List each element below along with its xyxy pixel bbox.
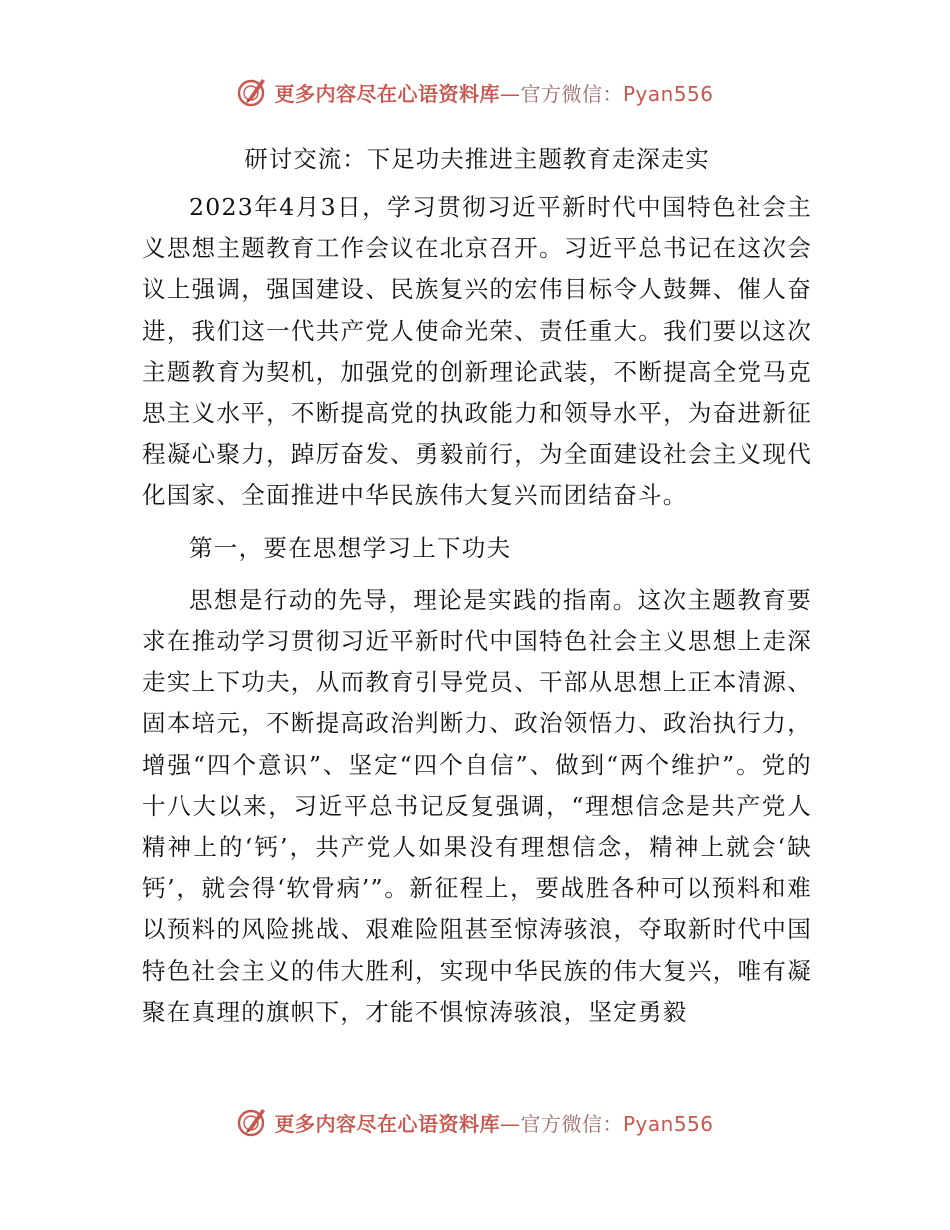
footer-banner: [0, 1102, 950, 1142]
section-heading-1: 第一，要在思想学习上下功夫: [189, 533, 512, 562]
paragraph-section-1: 思想是行动的先导，理论是实践的指南。这次主题教育要求在推动学习贯彻习近平新时代中国特色社会主义思想上走深走实上下功夫，从而教育引导党员、干部从思想上正本清源、固本培元，不断提高政治判断力、政治领悟力、政治执行力，增强“四个意识”、坚定“四个自信”、做到“两个维护”。党的十八大以来，习近平总书记反复强调，“理想信念是共产党人精神上的‘钙’，共产党人如果没有理想信念，精神上就会‘缺钙’，就会得‘软骨病’”。新征程上，要战胜各种可以预料和难以预料的风险挑战、艰难险阻甚至惊涛骇浪，夺取新时代中国特色社会主义的伟大胜利，实现中华民族的伟大复兴，唯有凝聚在真理的旗帜下，才能不惧惊涛骇浪，坚定勇毅: [142, 585, 812, 1026]
document-body: [142, 138, 812, 1044]
banner-wechat-id: Pyan556: [622, 1111, 714, 1136]
paragraph-intro: 2023年4月3日，学习贯彻习近平新时代中国特色社会主义思想主题教育工作会议在北京召开。习近平总书记在这次会议上强调，强国建设、民族复兴的宏伟目标令人鼓舞、催人奋进，我们这一代共产党人使命光荣、责任重大。我们要以这次主题教育为契机，加强党的创新理论武装，不断提高全党马克思主义水平，不断提高党的执政能力和领导水平，为奋进新征程凝心聚力，踔厉奋发、勇毅前行，为全面建设社会主义现代化国家、全面推进中华民族伟大复兴而团结奋斗。: [142, 193, 812, 510]
banner-slogan: 更多内容尽在心语资料库: [274, 1111, 500, 1136]
banner-text: [274, 1108, 713, 1137]
banner-dash: —: [499, 1111, 521, 1136]
quill-logo-icon: [236, 1105, 270, 1139]
header-banner: [0, 72, 950, 112]
quill-logo-icon: [236, 75, 270, 109]
banner-dash: —: [499, 81, 521, 106]
banner-wechat-id: Pyan556: [622, 81, 714, 106]
banner-slogan: 更多内容尽在心语资料库: [274, 81, 500, 106]
document-title: 研讨交流：下足功夫推进主题教育走深走实: [244, 145, 710, 173]
banner-wechat-label: 官方微信：: [520, 1111, 623, 1136]
banner-wechat-label: 官方微信：: [520, 81, 623, 106]
banner-text: [274, 78, 713, 107]
